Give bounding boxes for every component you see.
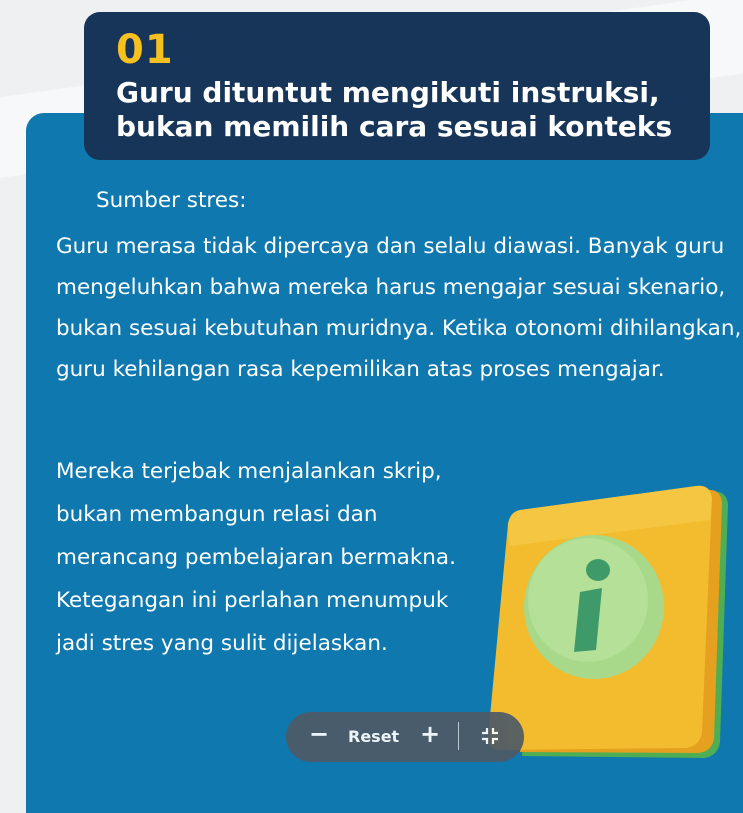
section-number: 01 [116, 27, 174, 73]
section-title-line-1: Guru dituntut mengikuti instruksi, [116, 76, 660, 109]
section-title-line-2: bukan memilih cara sesuai konteks [116, 110, 673, 143]
paragraph-2: Mereka terjebak menjalankan skrip, bukan membangun relasi dan merancang pembelajaran bermakna. Ketegangan ini perlahan menumpuk jadi stres yang sulit dijelaskan. [56, 459, 456, 656]
section-header [84, 12, 710, 160]
controls-divider [458, 722, 459, 750]
fit-screen-icon[interactable] [480, 726, 500, 746]
stress-source-label: Sumber stres: [96, 188, 247, 213]
section-title [116, 76, 710, 144]
paragraph-1: Guru merasa tidak dipercaya dan selalu diawasi. Banyak guru mengeluhkan bahwa mereka harus mengajar sesuai skenario, bukan sesuai kebutuhan muridnya. Ketika otonomi dihilangkan, guru kehilangan rasa kepemilikan atas proses mengajar. [56, 234, 742, 382]
zoom-controls [286, 712, 524, 762]
zoom-out-button[interactable]: − [309, 720, 330, 748]
zoom-reset-button[interactable]: Reset [348, 727, 400, 746]
zoom-in-button[interactable]: + [420, 720, 441, 748]
